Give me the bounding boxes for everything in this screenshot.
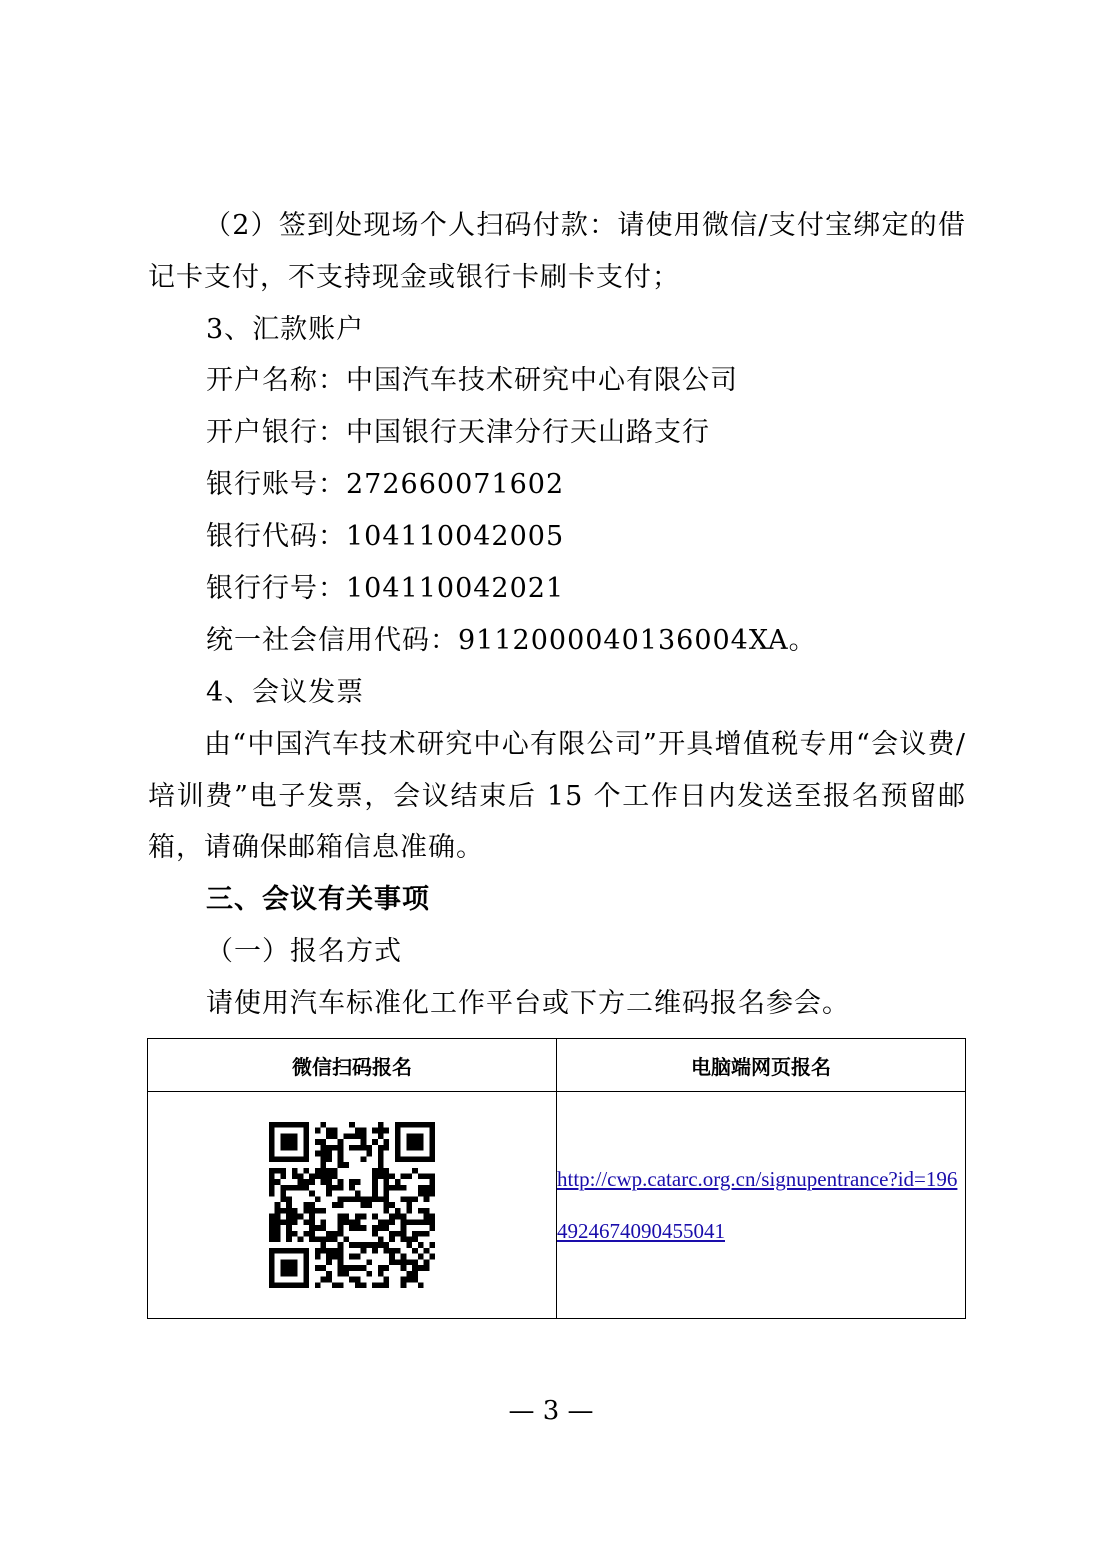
account-bank-row [206,413,710,453]
account-number-row [206,465,564,505]
account-number-label: 银行账号： [206,469,346,500]
account-bank-label: 开户银行： [206,417,346,448]
payment-item-2: （2）签到处现场个人扫码付款：请使用微信/支付宝绑定的借记卡支付，不支持现金或银行卡刷卡支付； [148,210,966,293]
page-number: — 3 — [508,1396,594,1426]
account-bank-value: 中国银行天津分行天山路支行 [346,417,710,448]
qr-cell [148,1092,557,1319]
part-3-title: 三、会议有关事项 [206,884,430,915]
register-instructions: 请使用汽车标准化工作平台或下方二维码报名参会。 [206,988,850,1019]
account-name-label: 开户名称： [206,365,346,396]
invoice-text: 由“中国汽车技术研究中心有限公司”开具增值税专用“会议费/培训费”电子发票，会议结束后 15 个工作日内发送至报名预留邮箱，请确保邮箱信息准确。 [148,729,966,863]
link-cell [557,1092,966,1319]
credit-code-row [206,621,817,661]
credit-code-label: 统一社会信用代码： [206,625,458,656]
bank-code-label: 银行代码： [206,521,346,552]
qr-code-icon[interactable] [269,1122,435,1288]
account-name-row [206,361,738,401]
registration-link[interactable]: http://cwp.catarc.org.cn/signupentrance?id=1964924674090455041 [557,1167,958,1243]
section-3-title: 3、汇款账户 [206,314,365,345]
account-name-value: 中国汽车技术研究中心有限公司 [346,365,738,396]
sub-1-title: （一）报名方式 [206,936,402,967]
bank-code-row [206,517,564,557]
bank-row-number-row [206,569,564,609]
wechat-header: 微信扫码报名 [148,1039,557,1092]
account-number-value: 272660071602 [346,469,565,500]
bank-row-number-value: 104110042021 [346,573,565,604]
bank-code-value: 104110042005 [346,521,565,552]
registration-table [147,1038,966,1319]
web-header: 电脑端网页报名 [557,1039,966,1092]
credit-code-value: 9112000040136004XA。 [458,625,817,656]
section-4-title: 4、会议发票 [206,677,365,708]
bank-row-number-label: 银行行号： [206,573,346,604]
